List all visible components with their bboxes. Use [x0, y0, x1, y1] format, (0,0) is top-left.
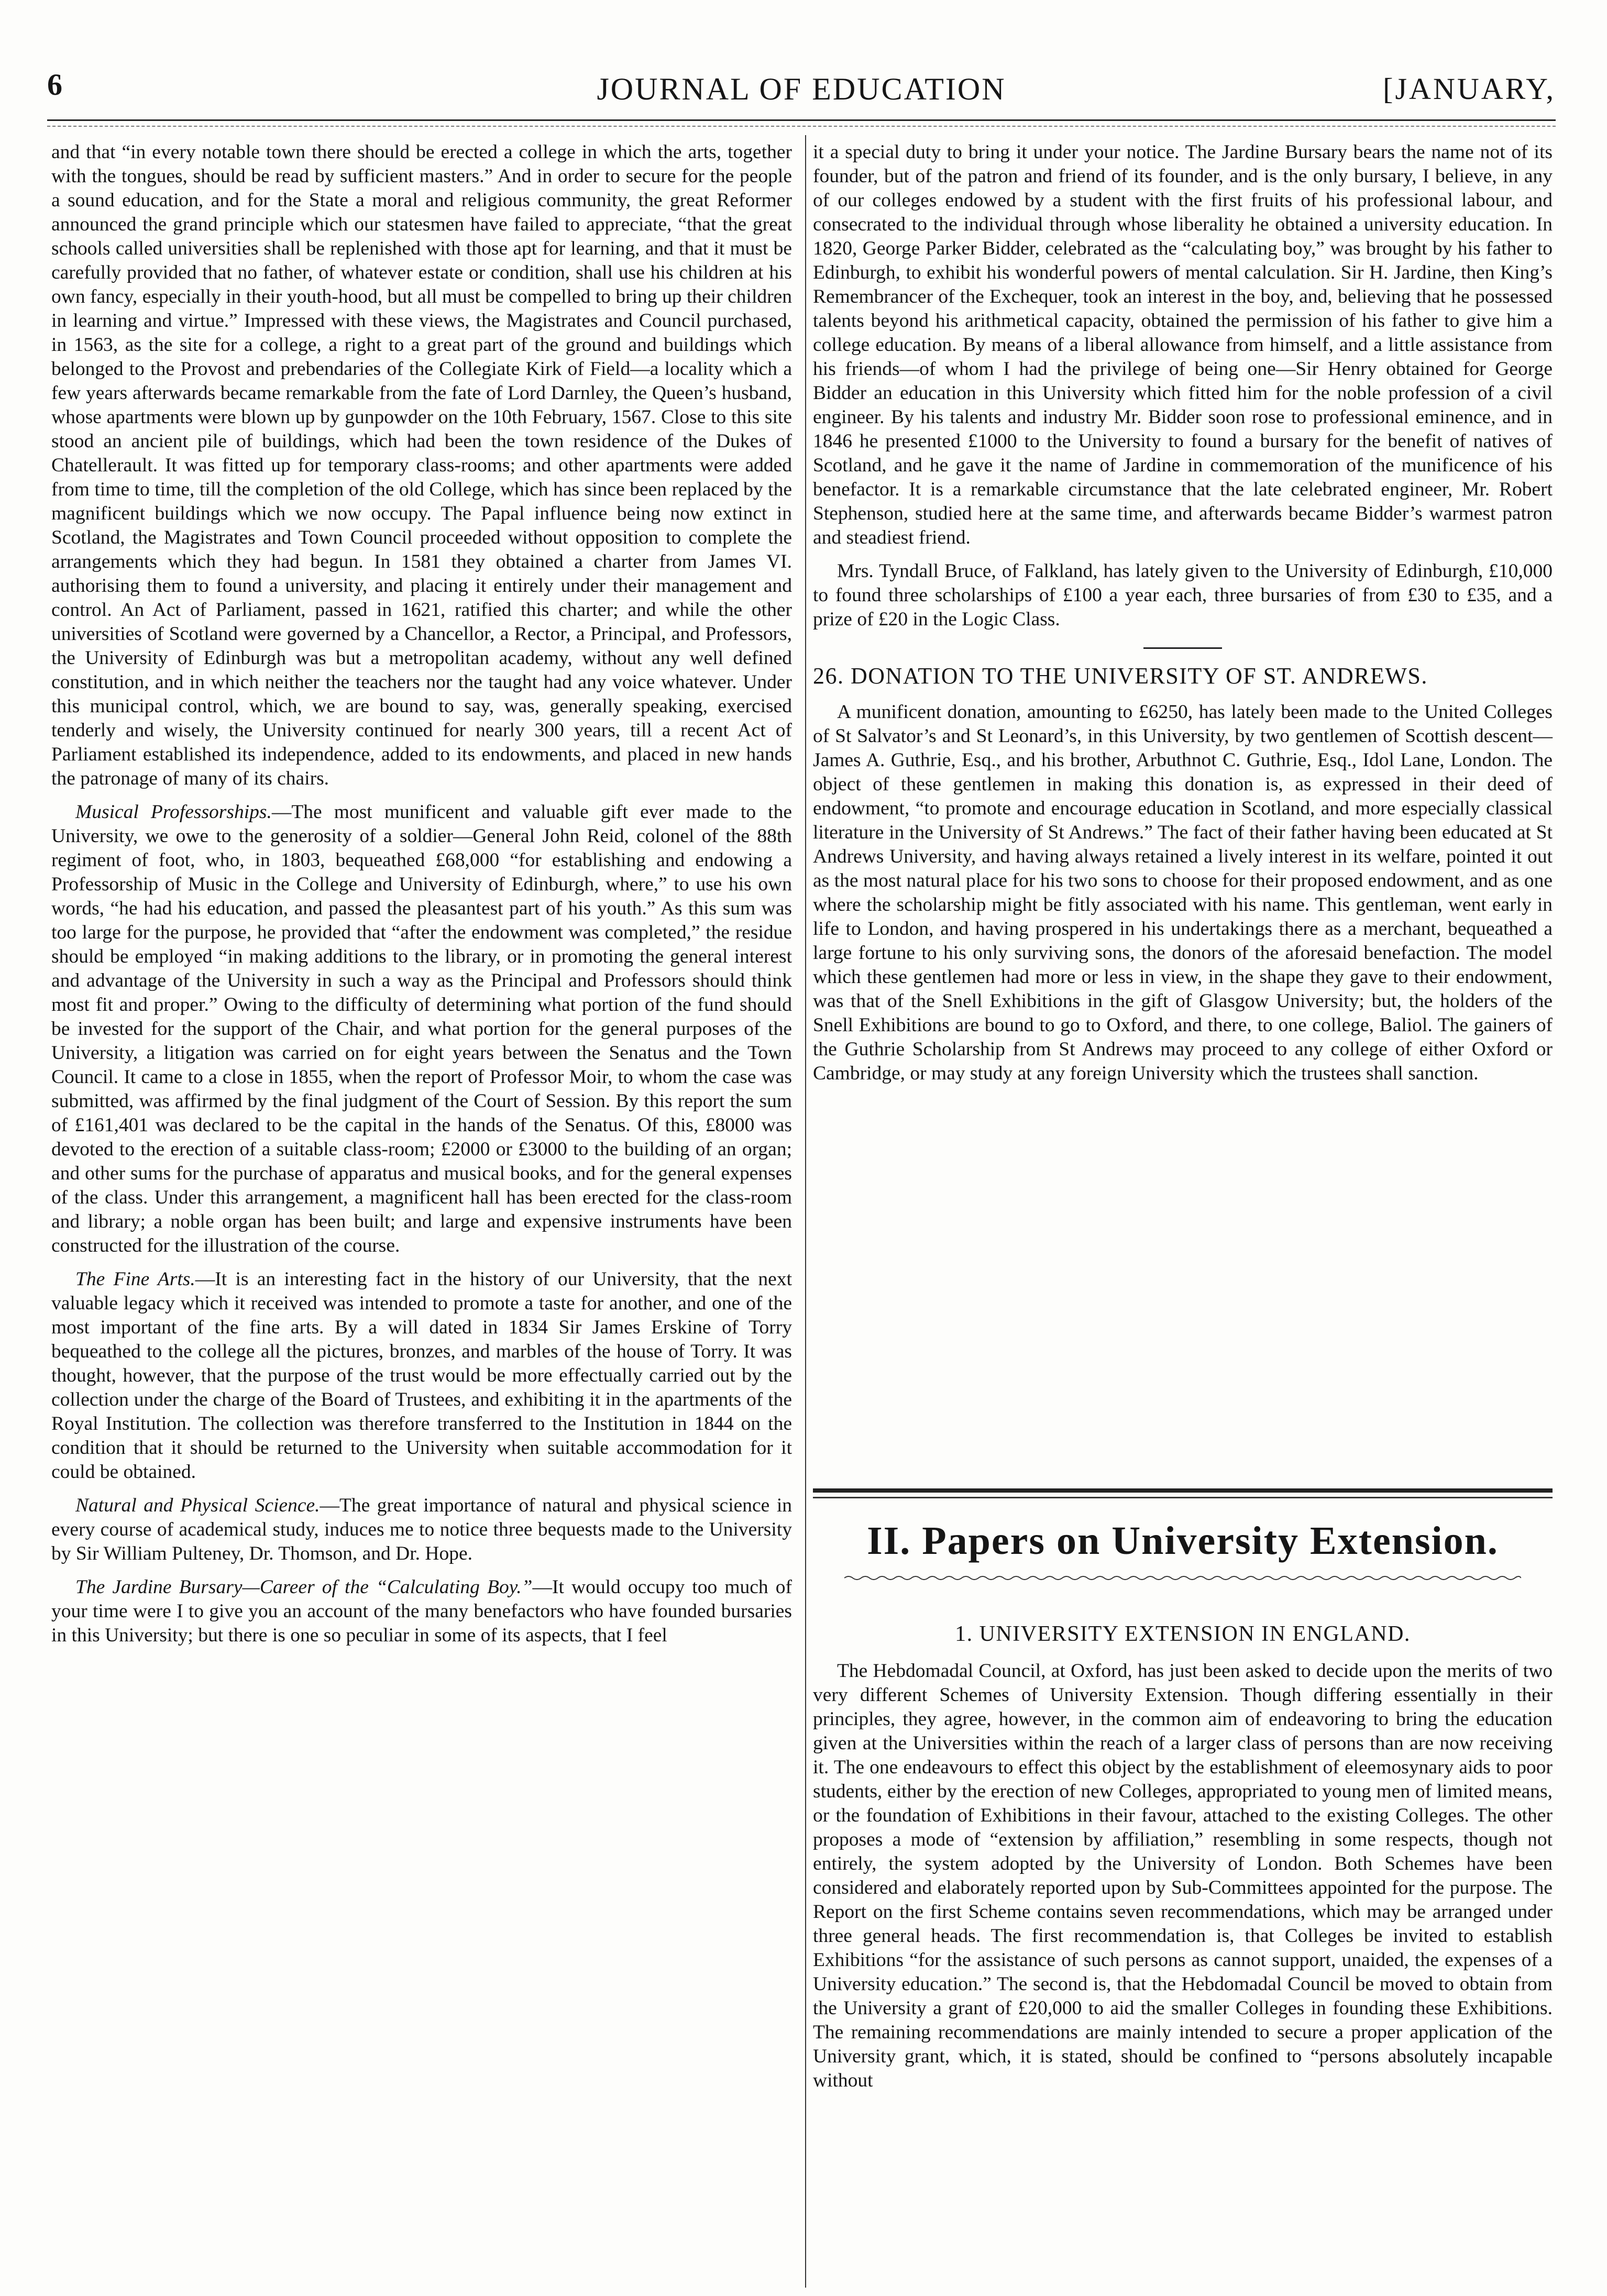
part-title-block — [813, 1488, 1553, 1607]
header-rule — [47, 119, 1556, 121]
paragraph-musical-professorships — [51, 800, 792, 1258]
paragraph-natural-science — [51, 1494, 792, 1566]
lead-jardine-bursary: The Jardine Bursary—Career of the “Calculating Boy.” — [75, 1576, 533, 1598]
header-dashed-rule — [47, 126, 1556, 127]
section-separator-rule — [1143, 647, 1222, 649]
lead-fine-arts: The Fine Arts. — [75, 1268, 195, 1290]
paragraph-hebdomadal-council: The Hebdomadal Council, at Oxford, has just been asked to decide upon the merits of two very different Schemes of University Extension. Though differing essentially in their principles, they agree, however, in the common aim of endeavoring to bring the education given at the Universities within the reach of a larger class of persons than are now receiving it. The one endeavours to effect this object by the establishment of eleemosynary aids to poor students, either by the erection of new Colleges, appropriated to young men of limited means, or the foundation of Exhibitions in their favour, attached to the existing Colleges. The other proposes a mode of “extension by affiliation,” resembling in some respects, though not entirely, the system adopted by the University of London. Both Schemes have been considered and elaborately reported upon by Sub-Committees appointed for the purpose. The Report on the first Scheme contains seven recommendations, which may be arranged under three general heads. The first recommendation is, that Colleges be invited to establish Exhibitions “for the assistance of such persons as cannot support, unaided, the expenses of a University education.” The second is, that the Hebdomadal Council be moved to obtain from the University a grant of £20,000 to aid the smaller Colleges in founding these Exhibitions. The remaining recommendations are mainly intended to secure a proper application of the University grant, which, it is stated, should be confined to “persons absolutely incapable without — [813, 1660, 1553, 2091]
paragraph-guthrie-donation: A munificent donation, amounting to £6250, has lately been made to the United Colleges of St Salvator’s and St Leonard’s, in this University, by two gentlemen of Scottish descent—James A. Guthrie, Esq., and his brother, Arbuthnot C. Guthrie, Esq., Idol Lane, London. The object of these gentlemen in making this donation is, as expressed in their deed of endowment, “to promote and encourage education in Scotland, and more especially classical literature in the University of St Andrews.” The fact of their father having been educated at St Andrews University, and having always retained a lively interest in its welfare, pointed it out as the most natural place for his two sons to choose for their proposed endowment, and as one where the scholarship might be fitly associated with his name. This gentleman, went early in life to London, and having prospered in his undertakings there as a merchant, bequeathed a large fortune to his only surviving sons, the donors of the aforesaid benefaction. The model which these gentlemen had more or less in view, in the shape they gave to their endowment, was that of the Snell Exhibitions in the gift of Glasgow University; but, the holders of the Snell Exhibitions are bound to go to Oxford, and there, to one college, Baliol. The gainers of the Guthrie Scholarship from St Andrews may proceed to any college of either Oxford or Cambridge, or may study at any foreign University which the trustees shall sanction. — [813, 701, 1553, 1084]
part-top-thick-rule — [813, 1488, 1553, 1493]
right-column-upper — [813, 140, 1553, 1095]
lead-natural-science: Natural and Physical Science. — [75, 1495, 320, 1516]
part-title: II. Papers on University Extension. — [867, 1519, 1499, 1563]
section-heading-st-andrews: 26. DONATION TO THE UNIVERSITY OF ST. ANDREWS. — [813, 663, 1428, 689]
text-natural-science: —The great importance of natural and physical science in every course of academical study, induces me to notice three bequests made to the University by Sir William Pulteney, Dr. Thomson, and Dr. Hope. — [51, 1495, 792, 1564]
left-column — [51, 140, 792, 1657]
running-head — [47, 67, 1556, 119]
wavy-rule — [844, 1575, 1521, 1581]
paragraph-tyndall-bruce: Mrs. Tyndall Bruce, of Falkland, has lately given to the University of Edinburgh, £10,000 to found three scholarships of £100 a year each, three bursaries of from £30 to £35, and a prize of £20 in the Logic Class. — [813, 560, 1553, 630]
paragraph-edinburgh-history: and that “in every notable town there should be erected a college in which the arts, together with the tongues, should be read by sufficient masters.” And in order to secure for the people a sound education, and for the State a moral and religious community, the great Reformer announced the grand principle which our statesmen have failed to appreciate, “that the great schools called universities shall be replenished with those apt for learning, and that it must be carefully provided that no father, of whatever estate or condition, shall use his children at his own fancy, especially in their youth-hood, but all must be compelled to bring up their children in learning and virtue.” Impressed with these views, the Magistrates and Council purchased, in 1563, as the site for a college, a right to a great part of the ground and buildings which belonged to the Provost and prebendaries of the Collegiate Kirk of Field—a locality which a few years afterwards became remarkable from the fate of Lord Darnley, the Queen’s husband, whose apartments were blown up by gunpowder on the 10th February, 1567. Close to this site stood an ancient pile of buildings, which had been the town residence of the Dukes of Chatellerault. It was fitted up for temporary class-rooms; and other apartments were added from time to time, till the completion of the old College, which has since been replaced by the magnificent buildings which we now occupy. The Papal influence being now extinct in Scotland, the Magistrates and Town Council proceeded without opposition to complete the arrangements which they had begun. In 1581 they obtained a charter from James VI. authorising them to found a university, and placing it entirely under their management and control. An Act of Parliament, passed in 1621, ratified this charter; and while the other universities of Scotland were governed by a Chancellor, a Rector, a Principal, and Professors, the University of Edinburgh was but a metropolitan academy, without any well defined constitution, and in which neither the teachers nor the taught had any voice whatever. Under this municipal control, which, we are bound to say, was, generally speaking, exercised tenderly and wisely, the University continued for nearly 300 years, till a recent Act of Parliament established its independence, added to its endowments, and placed in new hands the patronage of many of its chairs. — [51, 141, 792, 789]
paragraph-jardine-continued: it a special duty to bring it under your notice. The Jardine Bursary bears the name not of its founder, but of the patron and friend of its founder, and is the only bursary, I believe, in any of our colleges endowed by a student with the first fruits of his professional labour, and consecrated to the individual through whose liberality he obtained a university education. In 1820, George Parker Bidder, celebrated as the “calculating boy,” was brought by his father to Edinburgh, to exhibit his wonderful powers of mental calculation. Sir H. Jardine, then King’s Remembrancer of the Exchequer, took an interest in the boy, and, believing that he possessed talents beyond his arithmetical capacity, obtained the permission of his father to give him a college education. By means of a liberal allowance from himself, and a little assistance from his friends—of whom I had the privilege of being one—Sir Henry obtained for George Bidder an education in this University which fitted him for the noble profession of a civil engineer. By his talents and industry Mr. Bidder soon rose to professional eminence, and in 1846 he presented £1000 to the University to found a bursary for the benefit of natives of Scotland, and he gave it the name of Jardine in commemoration of the munificence of his benefactor. It is a remarkable circumstance that the late celebrated engineer, Mr. Robert Stephenson, studied here at the same time, and afterwards became Bidder’s warmest patron and steadiest friend. — [813, 141, 1553, 548]
text-jardine-bursary: —It would occupy too much of your time were I to give you an account of the many benefactors who have founded bursaries in this University; but there is one so peculiar in some of its aspects, that I feel — [51, 1576, 793, 1646]
page-number: 6 — [47, 68, 62, 102]
sub-heading-extension-england: 1. UNIVERSITY EXTENSION IN ENGLAND. — [955, 1622, 1411, 1646]
column-divider — [805, 135, 806, 2288]
right-column-lower — [813, 1607, 1553, 2102]
paragraph-fine-arts — [51, 1267, 792, 1484]
part-top-thin-rule — [813, 1497, 1553, 1498]
issue-month: [JANUARY, — [1383, 72, 1556, 106]
text-musical-professorships: —The most munificent and valuable gift ever made to the University, we owe to the generosity of a soldier—General John Reid, colonel of the 88th regiment of foot, who, in 1803, bequeathed £68,000 “for establishing and endowing a Professorship of Music in the College and University of Edinburgh, where,” to use his own words, “he had his education, and passed the pleasantest part of his youth.” As this sum was too large for the purpose, he provided that “after the endowment was completed,” the residue should be employed “in making additions to the library, or in promoting the general interest and advantage of the University in such a way as the Principal and Professors should think most fit and proper.” Owing to the difficulty of determining what portion of the fund should be invested for the support of the Chair, and what portion for the general purposes of the University, a litigation was carried on for eight years between the Senatus and the Town Council. It came to a close in 1855, when the report of Professor Moir, to whom the case was submitted, was affirmed by the final judgment of the Court of Session. By this report the sum of £161,401 was declared to be the capital in the hands of the Senatus. Of this, £8000 was devoted to the erection of a suitable class-room; £2000 or £3000 to the building of an organ; and other sums for the purchase of apparatus and musical books, and for the general expenses of the class. Under this arrangement, a magnificent hall has been erected for the class-room and library; a noble organ has been built; and large and expensive instruments have been constructed for the illustration of the course. — [51, 801, 792, 1256]
lead-musical-professorships: Musical Professorships. — [75, 801, 272, 823]
text-fine-arts: —It is an interesting fact in the history of our University, that the next valuable legacy which it received was intended to promote a taste for another, and one of the most important of the fine arts. By a will dated in 1834 Sir James Erskine of Torry bequeathed to the college all the pictures, bronzes, and marbles of the house of Torry. It was thought, however, that the purpose of the trust would be more effectually carried out by the collection under the charge of the Board of Trustees, and exhibiting it in the apartments of the Royal Institution. The collection was therefore transferred to the Institution in 1844 on the condition that it should be returned to the University when suitable accommodation for it could be obtained. — [51, 1268, 792, 1483]
journal-title: JOURNAL OF EDUCATION — [597, 72, 1006, 106]
paragraph-jardine-bursary — [51, 1575, 792, 1648]
